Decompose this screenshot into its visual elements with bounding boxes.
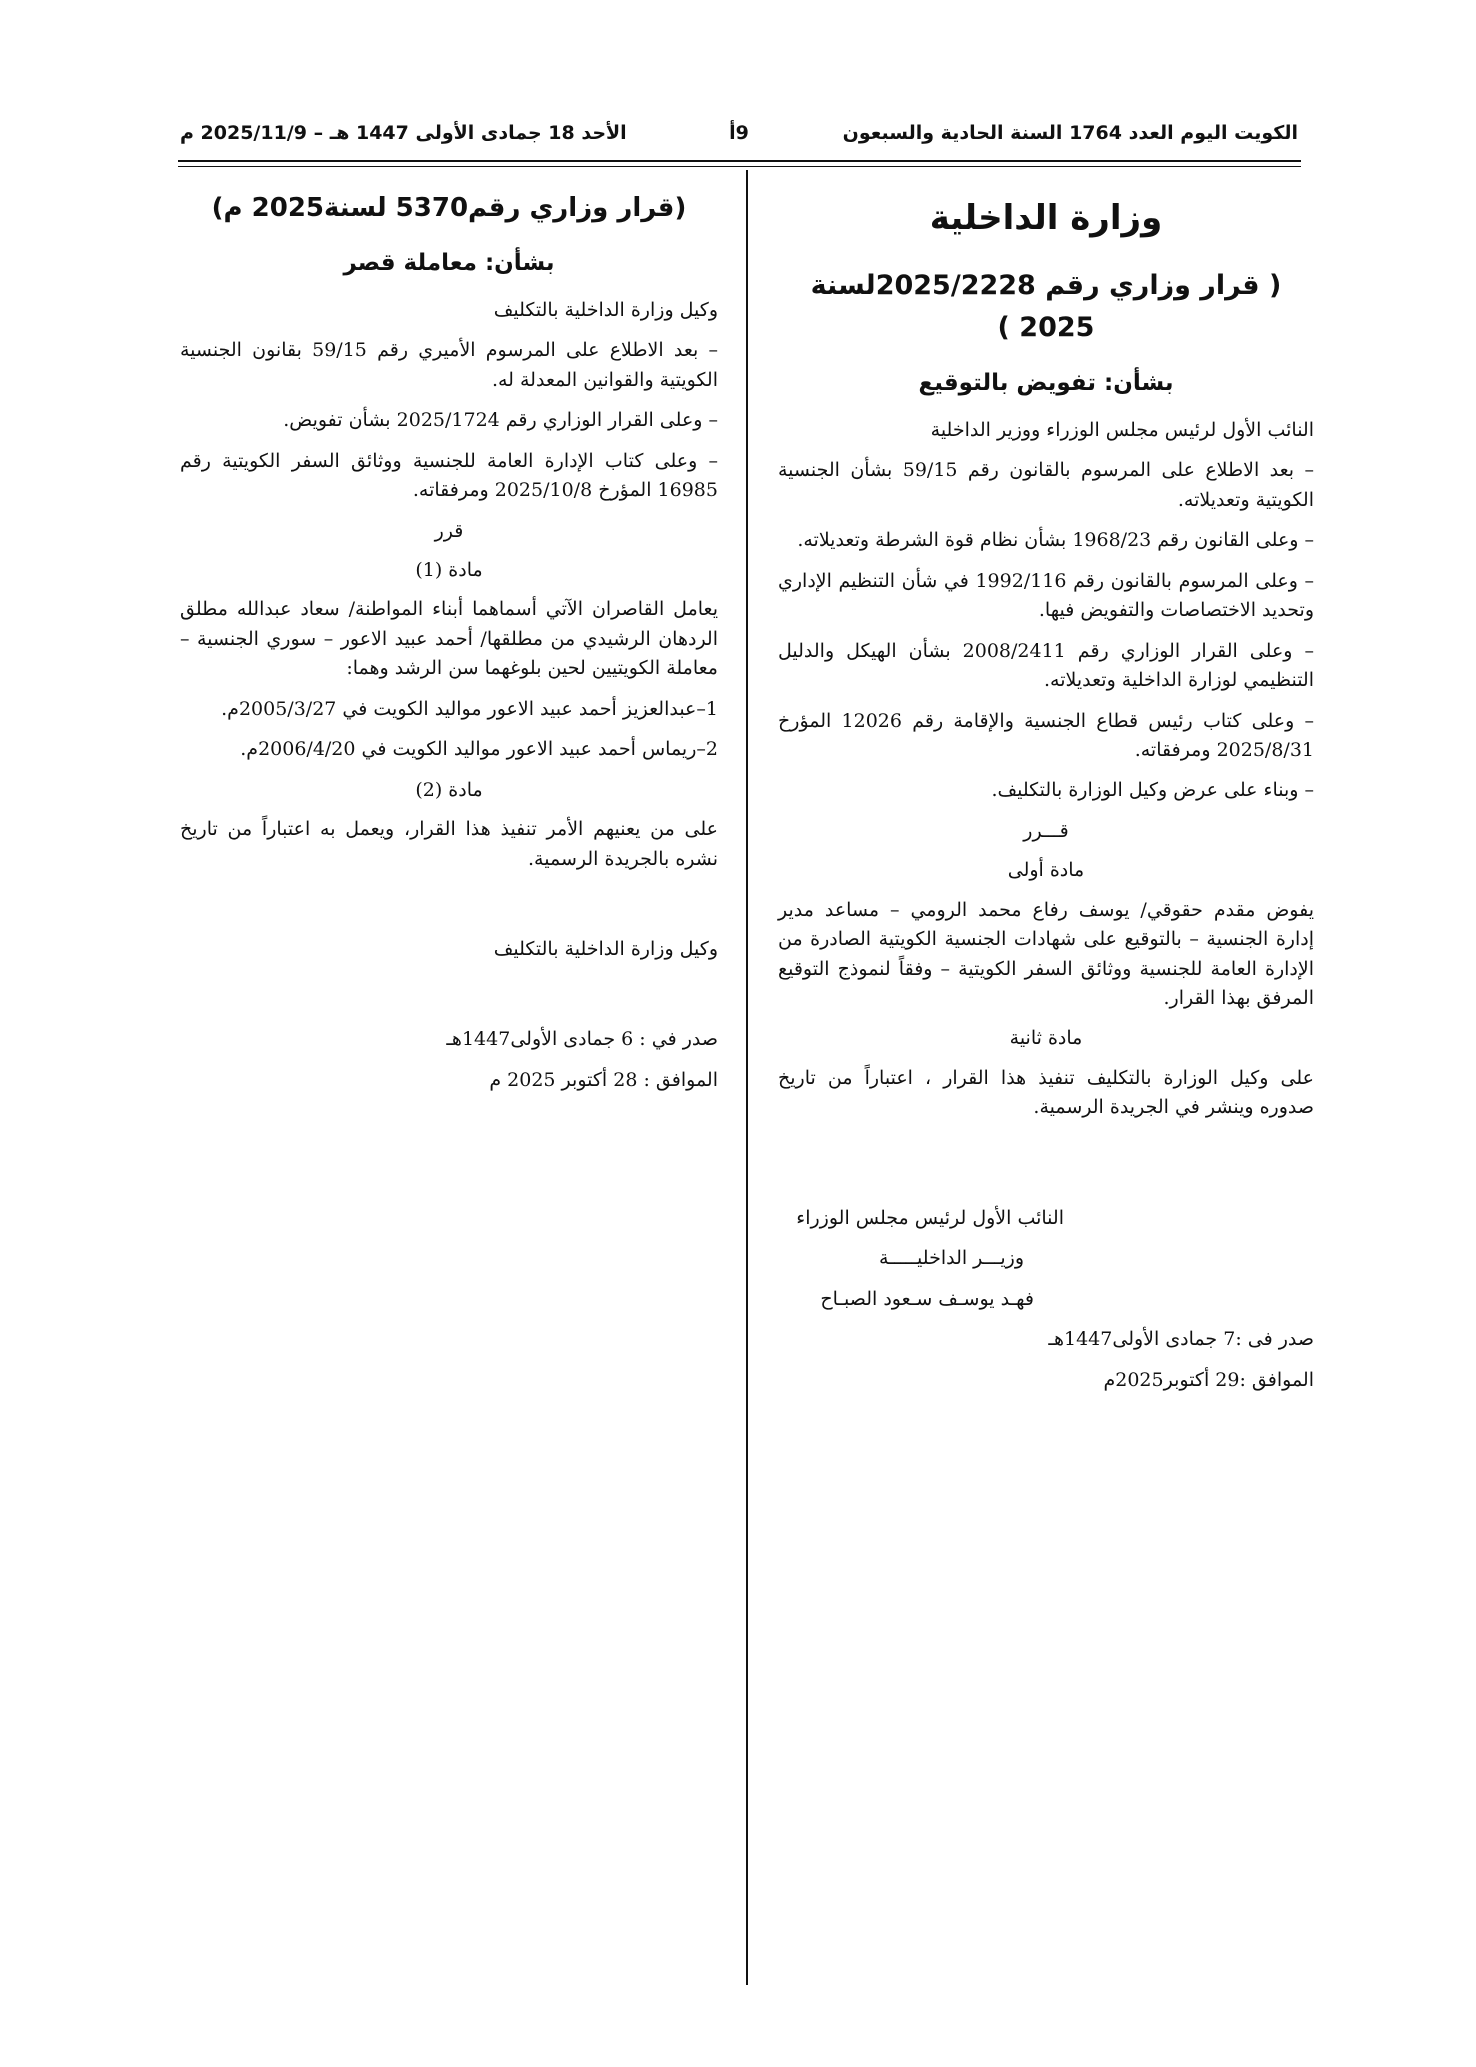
signature-line-left: وكيل وزارة الداخلية بالتكليف xyxy=(493,937,718,960)
preamble-4: – وعلى القرار الوزاري رقم 2008/2411 بشأن الهيكل والدليل التنظيمي لوزارة الداخلية وتعديلاته. xyxy=(778,639,1314,692)
signature-block xyxy=(778,1204,1314,1314)
issued-date-2: صدر في : 6 جمادى الأولى1447هـ xyxy=(446,1028,718,1051)
preamble-3: – وعلى المرسوم بالقانون رقم 1992/116 في شأن التنظيم الإداري وتحديد الاختصاصات والتفويض فيها. xyxy=(778,569,1314,622)
corresponding-date-2: الموافق : 28 أكتوبر 2025 م xyxy=(489,1068,718,1091)
signature-line-2: وزيـــر الداخليـــــة xyxy=(879,1247,1024,1270)
decided-heading-2: قرر xyxy=(434,519,464,542)
article-2-2-text: على من يعنيهم الأمر تنفيذ هذا القرار، ويعمل به اعتباراً من تاريخ نشره بالجريدة الرسمية. xyxy=(180,818,718,870)
signature-name: فهـد يوسـف سـعود الصبـاح xyxy=(820,1287,1034,1310)
issued-date: صدر فى :7 جمادى الأولى1447هـ xyxy=(1048,1328,1314,1351)
preamble-2-3: – وعلى كتاب الإدارة العامة للجنسية ووثائق السفر الكويتية رقم 16985 المؤرخ 2025/10/8 ومرفقاته. xyxy=(180,449,718,502)
header-rule xyxy=(178,160,1301,162)
article-1-title: مادة أولى xyxy=(1007,859,1085,882)
article-2-1-text: يعامل القاصران الآتي أسماهما أبناء المواطنة/ سعاد عبدالله مطلق الردهان الرشيدي من مطلقها/ أحمد عبيد الاعور – سوري الجنسية – معاملة الكويتيين لحين بلوغهما سن الرشد وهما: xyxy=(180,598,718,680)
decision-subject-2: بشأن: معاملة قصر xyxy=(343,250,555,277)
decision-number-2: (قرار وزاري رقم5370 لسنة2025 م) xyxy=(211,193,687,223)
right-column xyxy=(778,188,1314,1406)
preamble-5: – وعلى كتاب رئيس قطاع الجنسية والإقامة رقم 12026 المؤرخ 2025/8/31 ومرفقاته. xyxy=(778,709,1314,761)
article-2-1-title: مادة (1) xyxy=(415,559,483,581)
gazette-issue-info: الكويت اليوم العدد 1764 السنة الحادية والسبعون xyxy=(842,122,1298,144)
issue-date: الأحد 18 جمادى الأولى 1447 هـ – 2025/11/9 م xyxy=(180,122,627,144)
page-header xyxy=(180,118,1298,158)
decision-number: ( قرار وزاري رقم 2025/2228لسنة 2025 ) xyxy=(810,269,1282,343)
column-divider xyxy=(746,170,748,1985)
article-1-text: يفوض مقدم حقوقي/ يوسف رفاع محمد الرومي – مساعد مدير إدارة الجنسية – بالتوقيع على شهادات الجنسية الكويتية الصادرة من الإدارة العامة للجنسية ووثائق السفر الكويتية – وفقاً لنموذج التوقيع المرفق بهذا القرار. xyxy=(778,898,1315,1010)
minor-item-2: 2–ريماس أحمد عبيد الاعور مواليد الكويت في 2006/4/20م. xyxy=(240,738,718,761)
signature-line-1: النائب الأول لرئيس مجلس الوزراء xyxy=(796,1206,1064,1229)
preamble-2: – وعلى القانون رقم 1968/23 بشأن نظام قوة الشرطة وتعديلاته. xyxy=(797,529,1314,552)
article-2-title: مادة ثانية xyxy=(1009,1027,1083,1050)
preamble-1: – بعد الاطلاع على المرسوم بالقانون رقم 59/15 بشأن الجنسية الكويتية وتعديلاته. xyxy=(778,459,1314,511)
ministry-title: وزارة الداخلية xyxy=(929,198,1163,238)
preamble-2-1: – بعد الاطلاع على المرسوم الأميري رقم 59/15 بقانون الجنسية الكويتية والقوانين المعدلة له. xyxy=(180,339,718,391)
decision-subject: بشأن: تفويض بالتوقيع xyxy=(918,370,1174,397)
minor-item-1: 1–عبدالعزيز أحمد عبيد الاعور مواليد الكويت في 2005/3/27م. xyxy=(221,697,718,720)
article-2-text: على وكيل الوزارة بالتكليف تنفيذ هذا القرار ، اعتباراً من تاريخ صدوره وينشر في الجريدة الرسمية. xyxy=(778,1066,1314,1119)
corresponding-date: الموافق :29 أكتوبر2025م xyxy=(1103,1368,1314,1391)
decided-heading: قـــرر xyxy=(1023,819,1069,842)
preamble-6: – وبناء على عرض وكيل الوزارة بالتكليف. xyxy=(991,779,1314,802)
left-column xyxy=(180,188,718,1106)
preamble-2-2: – وعلى القرار الوزاري رقم 2025/1724 بشأن تفويض. xyxy=(283,409,718,432)
header-rule-thin xyxy=(178,166,1301,167)
issuer-line-2: وكيل وزارة الداخلية بالتكليف xyxy=(493,298,718,321)
article-2-2-title: مادة (2) xyxy=(415,778,483,801)
page-number: 9أ xyxy=(729,122,749,144)
issuer-line: النائب الأول لرئيس مجلس الوزراء ووزير الداخلية xyxy=(930,419,1314,442)
